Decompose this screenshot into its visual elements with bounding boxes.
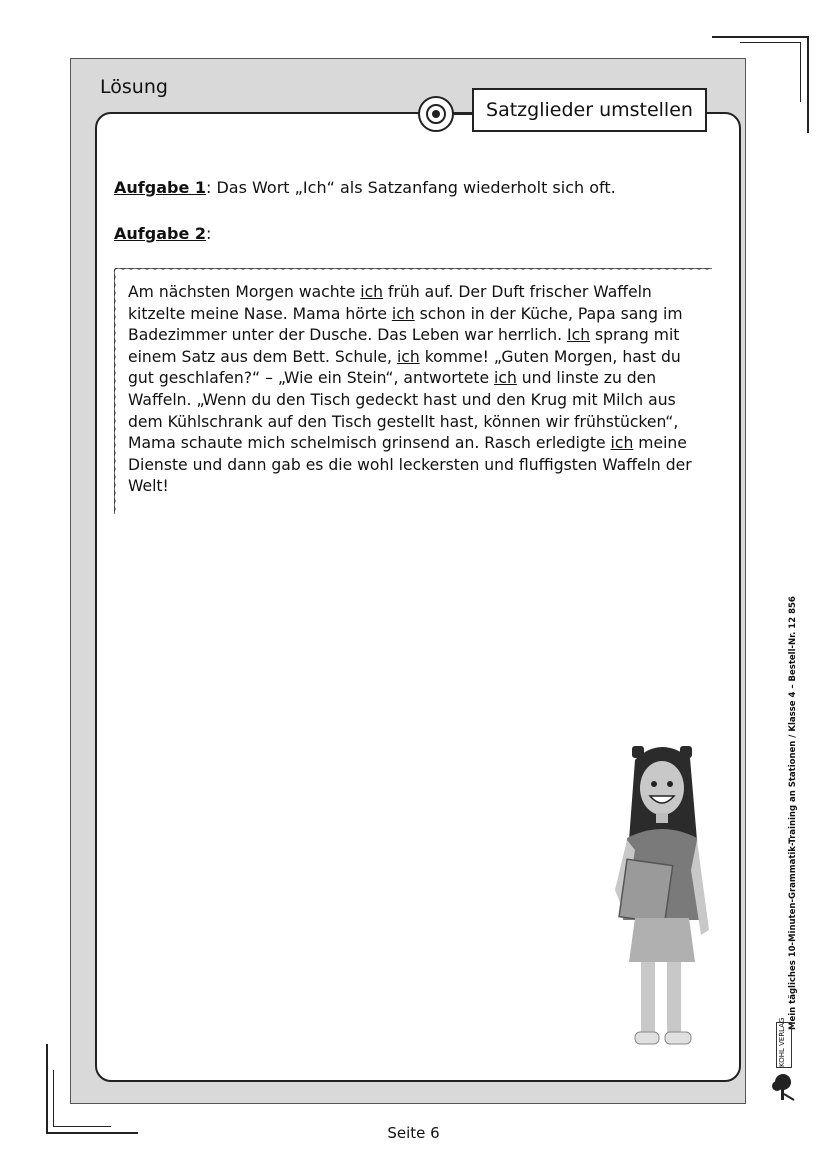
corner-line-top-right-v2 [800,42,801,102]
story-underlined-ich: ich [360,283,384,301]
task-2-label: Aufgabe 2 [114,224,206,243]
corner-line-top-right-v1 [807,36,809,133]
sidebar-text: Mein tägliches 10-Minuten-Grammatik-Training an Stationen / Klasse 4 – Bestell-Nr. 12 856 [788,596,798,1030]
task-2 [114,224,211,243]
corner-line-top-right-h2 [740,42,801,43]
task-1 [114,178,616,197]
story-text [128,282,698,498]
title-connector [454,113,472,115]
story-underlined-ich: ich [391,304,415,323]
tree-logo-icon [770,1072,796,1102]
target-icon [418,96,454,132]
task-1-text: : Das Wort „Ich“ als Satzanfang wiederholt sich oft. [206,178,616,197]
section-label: Lösung [100,76,168,98]
publisher-logo-text: KOHL VERLAG [778,1017,786,1067]
task-2-colon: : [206,224,212,243]
corner-line-bottom-left-v1 [46,1044,48,1134]
corner-line-top-right-h1 [712,36,809,38]
story-part: sprang mit einem Satz aus dem Bett. Schule, [128,326,680,366]
story-part: und linste zu den Waffeln. „Wenn du den Tisch gedeckt hast und den Krug mit Milch aus dem Kühlschrank auf den Tisch gestellt hast, können wir frühstücken“, Mama schaute mich schelmisch grinsend an. Rasch erledigte [128,369,679,453]
story-underlined-ich: ich [494,369,517,388]
story-part: früh auf. Der Duft frischer Waffeln kitzelte meine Nase. Mama hörte [128,283,652,323]
story-underlined-ich: ich [610,434,634,453]
story-underlined-ich: Ich [567,326,591,345]
publisher-logo [776,1017,792,1068]
page-title: Satzglieder umstellen [472,88,707,132]
corner-line-bottom-left-v2 [53,1070,54,1126]
story-underlined-ich: ich [396,347,420,366]
story-part: komme! „Guten Morgen, hast du gut geschlafen?“ – „Wie ein Stein“, antwortete [128,347,681,388]
task-1-label: Aufgabe 1 [114,178,206,197]
story-part: meine Dienste und dann gab es die wohl leckersten und fluffigsten Waffeln der Welt! [128,434,692,496]
story-box [114,268,712,514]
girl-illustration [605,740,720,1055]
story-part: schon in der Küche, Papa sang im Badezimmer unter der Dusche. Das Leben war herrlich. [128,304,683,345]
story-part: Am nächsten Morgen wachte [128,283,361,301]
page-number: Seite 6 [387,1124,440,1142]
